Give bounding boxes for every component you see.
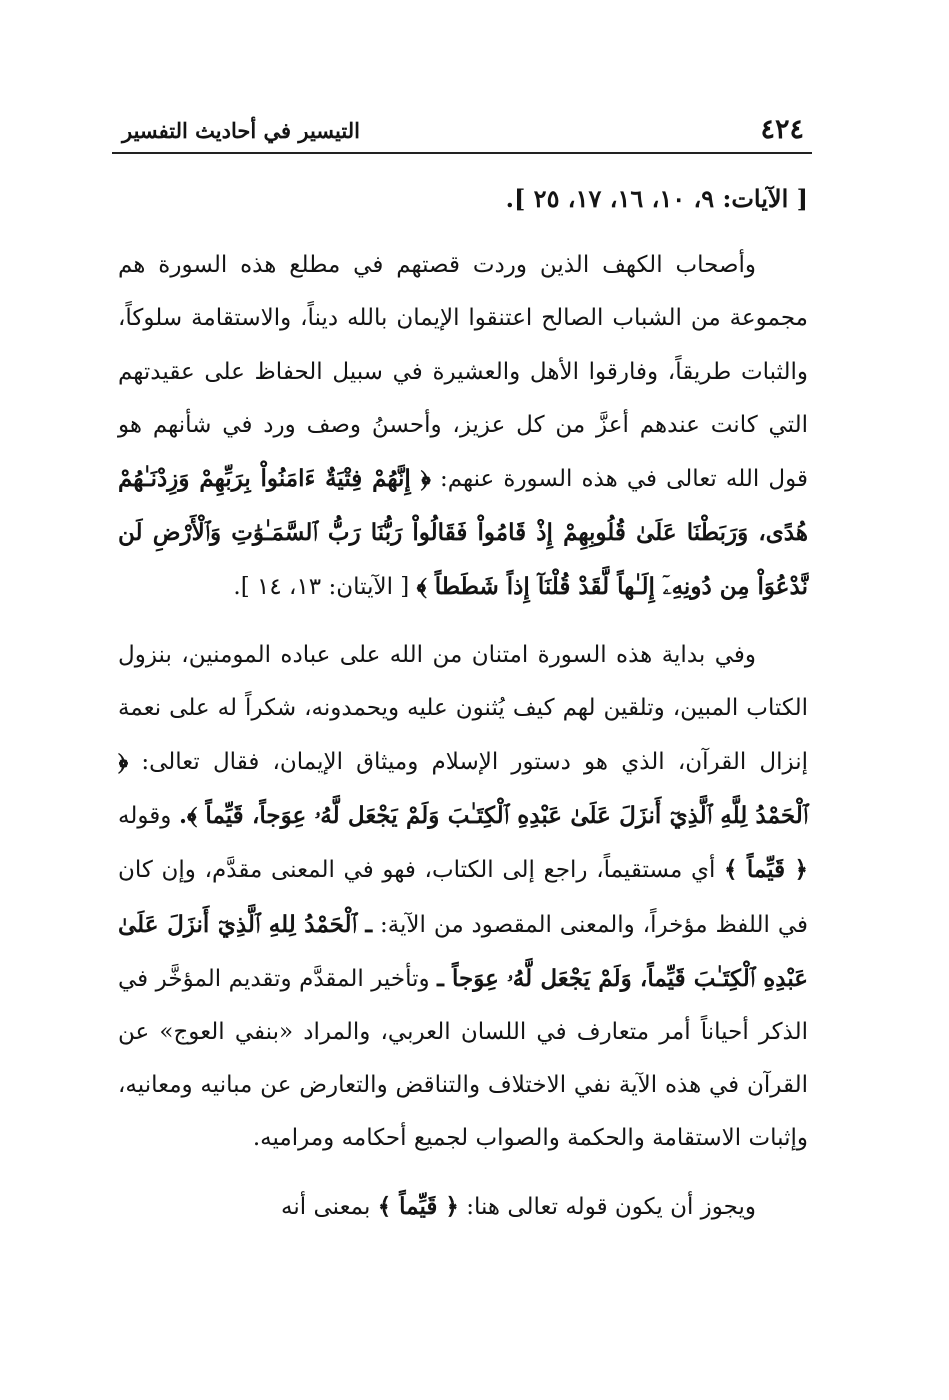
quran-quote-kahf-1-2: ﴿ ٱلْحَمْدُ لِلَّهِ ٱلَّذِيٓ أَنزَلَ عَلَىٰ عَبْدِهِ ٱلْكِتَـٰبَ وَلَمْ يَجْعَل لَّهُۥ عِوَجاً، قَيِّماً ﴾. (118, 748, 809, 830)
paragraph-2-part-4: وتأخير المقدَّم وتقديم المؤخَّر في الذكر أحياناً أمر متعارف في اللسان العربي، والمراد «بنفي العوج» عن القرآن في هذه الآية نفي الاختلاف والتناقض والتعارض عن مبانيه ومعانيه، وإثبات الاستقامة والحكمة والصواب لجميع أحكامه ومراميه. (118, 965, 808, 1152)
verses-reference-13-14: [ الآيتان: ١٣، ١٤ ]. (233, 574, 410, 601)
paragraph-2-part-1: وفي بداية هذه السورة امتنان من الله على عباده المومنين، بنزول الكتاب المبين، وتلقين لهم كيف يُثنون عليه ويحمدونه، شكراً له على نعمة إنزال القرآن، الذي هو دستور الإسلام وميثاق الإيمان، فقال تعالى: (118, 641, 809, 776)
quran-quote-kahf-13-14: ﴿ إِنَّهُمْ فِتْيَةٌ ءَامَنُواْ بِرَبِّهِمْ وَزِدْنَـٰهُمْ هُدًى، وَرَبَطْنَا عَلَىٰ قُلُوبِهِمْ إِذْ قَامُواْ فَقَالُواْ رَبُّنَا رَبُّ ٱلسَّمَـٰوَٰتِ وَٱلْأَرْضِ لَن نَّدْعُوَاْ مِن دُونِهِۦٓ إِلَـٰهاً لَّقَدْ قُلْنَآ إِذاً شَطَطاً ﴾ (118, 465, 808, 601)
verses-reference: [ الآيات: ٩، ١٠، ١٦، ١٧، ٢٥ ]. (505, 184, 808, 213)
page-body (118, 172, 808, 1234)
paragraph-qayyiman-meaning (118, 1180, 808, 1234)
paragraph-companions-of-cave (118, 239, 808, 614)
paragraph-3-part-1: ويجوز أن يكون قوله تعالى هنا: (466, 1193, 756, 1220)
quran-quote-qayyiman: ﴿ قَيِّماً ﴾ (724, 856, 808, 884)
page-number: ٤٢٤ (760, 114, 804, 145)
paragraph-2-part-3: أي مستقيماً، راجع إلى الكتاب، فهو في المعنى مقدَّم، وإن كان في اللفظ مؤخراً، والمعنى المقصود من الآية: (118, 857, 808, 938)
paragraph-opening-of-surah (118, 629, 808, 1166)
page-header (112, 112, 812, 150)
paragraph-1-lead: وأصحاب الكهف الذين وردت قصتهم في مطلع هذه السورة هم مجموعة من الشباب الصالح اعتنقوا الإيمان بالله ديناً، والاستقامة سلوكاً، والثبات طريقاً، وفارقوا الأهل والعشيرة في سبيل الحفاظ على عقيدتهم التي كانت عندهم أعزَّ من كل عزيز، وأحسنُ وصف ورد في شأنهم هو قول الله تعالى في هذه السورة عنهم: (118, 252, 808, 493)
quran-quote-reordered: ـ ٱلْحَمْدُ لِلهِ ٱلَّذِيٓ أَنزَلَ عَلَىٰ عَبْدِهِ ٱلْكِتَـٰبَ قَيِّماً، وَلَمْ يَجْعَل لَّهُۥ عِوَجاً ـ (118, 910, 808, 992)
running-title: التيسير في أحاديث التفسير (122, 118, 360, 143)
quran-quote-qayyiman-2: ﴿ قَيِّماً ﴾ (377, 1192, 459, 1220)
paragraph-2-part-2: وقوله (118, 803, 172, 830)
paragraph-3-part-2: بمعنى أنه (281, 1193, 371, 1220)
header-rule (112, 152, 812, 154)
